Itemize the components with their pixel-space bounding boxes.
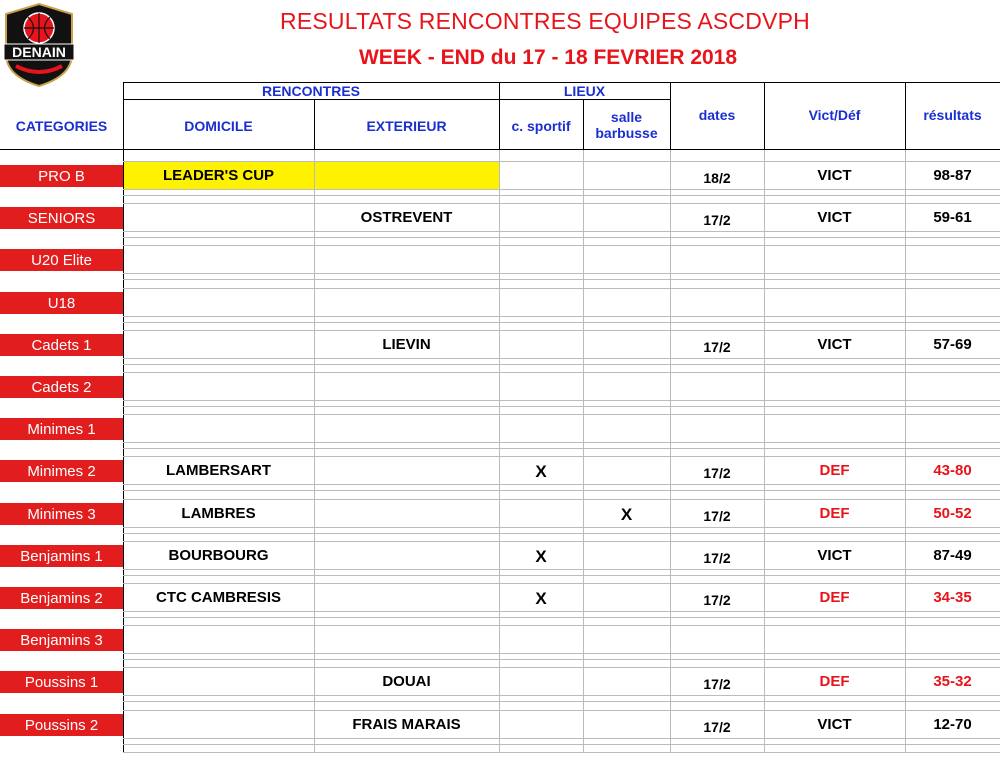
header-dates: dates: [698, 107, 736, 123]
logo-text: DENAIN: [12, 44, 66, 60]
cell-date: 17/2: [703, 719, 731, 735]
header-resultats: résultats: [923, 107, 982, 123]
header-categories: CATEGORIES: [15, 118, 108, 134]
header-lieux: LIEUX: [563, 83, 606, 99]
category-label: SENIORS: [0, 207, 123, 229]
cell-score: 34-35: [933, 589, 972, 606]
grid-v4: [670, 150, 671, 752]
row-gridline: [123, 490, 1000, 491]
row-gridline: [123, 710, 1000, 711]
cell-date: 17/2: [703, 339, 731, 355]
cell-score: 57-69: [933, 336, 972, 353]
row-gridline: [123, 569, 1000, 570]
header-rencontres: RENCONTRES: [261, 83, 360, 99]
cell-date: 17/2: [703, 465, 731, 481]
row-gridline: [123, 406, 1000, 407]
cell-c-sportif: X: [535, 547, 547, 566]
row-gridline: [123, 358, 1000, 359]
category-label: Cadets 1: [0, 334, 123, 356]
row-gridline: [123, 653, 1000, 654]
cell-score: 50-52: [933, 505, 972, 522]
row-gridline: [123, 611, 1000, 612]
row-gridline: [123, 414, 1000, 415]
category-label: U20 Elite: [0, 249, 123, 271]
row-gridline: [123, 273, 1000, 274]
cell-exterieur: FRAIS MARAIS: [352, 716, 461, 733]
category-label: Poussins 1: [0, 671, 123, 693]
cell-result: DEF: [819, 462, 850, 479]
cell-score: 12-70: [933, 716, 972, 733]
row-gridline: [123, 203, 1000, 204]
header-bottom-line: [0, 149, 1000, 150]
category-label: Benjamins 2: [0, 587, 123, 609]
row-gridline: [123, 245, 1000, 246]
row-gridline: [123, 231, 1000, 232]
page-subtitle: WEEK - END du 17 - 18 FEVRIER 2018: [358, 46, 738, 69]
cell-exterieur: OSTREVENT: [360, 209, 453, 226]
row-gridline: [123, 279, 1000, 280]
row-gridline: [123, 667, 1000, 668]
header-vict-def: Vict/Déf: [808, 107, 861, 123]
page-title: RESULTATS RENCONTRES EQUIPES ASCDVPH: [280, 8, 810, 34]
cell-score: 35-32: [933, 673, 972, 690]
row-gridline: [123, 316, 1000, 317]
cell-domicile: LAMBERSART: [166, 462, 271, 479]
cell-exterieur: DOUAI: [382, 673, 431, 690]
cell-domicile: CTC CAMBRESIS: [155, 589, 281, 606]
cell-score: 98-87: [933, 167, 972, 184]
category-label: Minimes 1: [0, 418, 123, 440]
row-gridline: [123, 744, 1000, 745]
row-gridline: [123, 189, 1000, 190]
cell-result: VICT: [817, 209, 852, 226]
cell-date: 18/2: [703, 170, 731, 186]
cell-c-sportif: X: [535, 589, 547, 608]
cell-domicile: BOURBOURG: [168, 547, 269, 564]
cell-result: DEF: [819, 589, 850, 606]
header-exterieur: EXTERIEUR: [366, 118, 447, 134]
cell-score: 59-61: [933, 209, 972, 226]
row-gridline: [123, 322, 1000, 323]
row-gridline: [123, 659, 1000, 660]
cell-date: 17/2: [703, 508, 731, 524]
row-gridline: [123, 364, 1000, 365]
cell-score: 87-49: [933, 547, 972, 564]
row-gridline: [123, 533, 1000, 534]
cell-date: 17/2: [703, 212, 731, 228]
row-gridline: [123, 617, 1000, 618]
cell-score: 43-80: [933, 462, 972, 479]
highlight-divider: [314, 162, 315, 189]
header-salle-barbusse: salle barbusse: [595, 109, 658, 141]
row-gridline: [123, 541, 1000, 542]
cell-result: DEF: [819, 673, 850, 690]
cell-result: VICT: [817, 716, 852, 733]
cell-result: VICT: [817, 547, 852, 564]
row-gridline: [123, 442, 1000, 443]
category-label: Benjamins 1: [0, 545, 123, 567]
table-bottom-line: [123, 752, 1000, 753]
header-c-sportif: c. sportif: [511, 118, 571, 134]
cell-date: 17/2: [703, 676, 731, 692]
cell-salle: X: [620, 505, 633, 524]
header-domicile: DOMICILE: [184, 118, 253, 134]
row-gridline: [123, 484, 1000, 485]
grid-v2: [499, 150, 500, 752]
cell-date: 17/2: [703, 550, 731, 566]
row-gridline: [123, 701, 1000, 702]
row-gridline: [123, 330, 1000, 331]
grid-v6: [905, 150, 906, 752]
category-label: Minimes 3: [0, 503, 123, 525]
grid-v5: [764, 150, 765, 752]
row-gridline: [123, 695, 1000, 696]
row-gridline: [123, 456, 1000, 457]
row-gridline: [123, 575, 1000, 576]
cell-result: DEF: [819, 505, 850, 522]
category-label: Poussins 2: [0, 714, 123, 736]
cell-date: 17/2: [703, 592, 731, 608]
category-label: Benjamins 3: [0, 629, 123, 651]
grid-v1: [314, 150, 315, 752]
category-label: U18: [0, 292, 123, 314]
row-gridline: [123, 237, 1000, 238]
category-label: Minimes 2: [0, 460, 123, 482]
row-gridline: [123, 583, 1000, 584]
category-label: Cadets 2: [0, 376, 123, 398]
cell-exterieur: LIEVIN: [382, 336, 431, 353]
row-gridline: [123, 288, 1000, 289]
row-gridline: [123, 499, 1000, 500]
row-gridline: [123, 527, 1000, 528]
category-label: PRO B: [0, 165, 123, 187]
cell-c-sportif: X: [535, 462, 547, 481]
row-gridline: [123, 400, 1000, 401]
row-gridline: [123, 448, 1000, 449]
cell-result: VICT: [817, 336, 852, 353]
cell-domicile: LAMBRES: [181, 505, 256, 522]
row-gridline: [123, 625, 1000, 626]
cell-domicile: LEADER'S CUP: [162, 167, 275, 184]
header-mid-line: [123, 99, 671, 100]
row-gridline: [123, 372, 1000, 373]
grid-v3: [583, 150, 584, 752]
row-gridline: [123, 195, 1000, 196]
row-gridline: [123, 738, 1000, 739]
cell-result: VICT: [817, 167, 852, 184]
